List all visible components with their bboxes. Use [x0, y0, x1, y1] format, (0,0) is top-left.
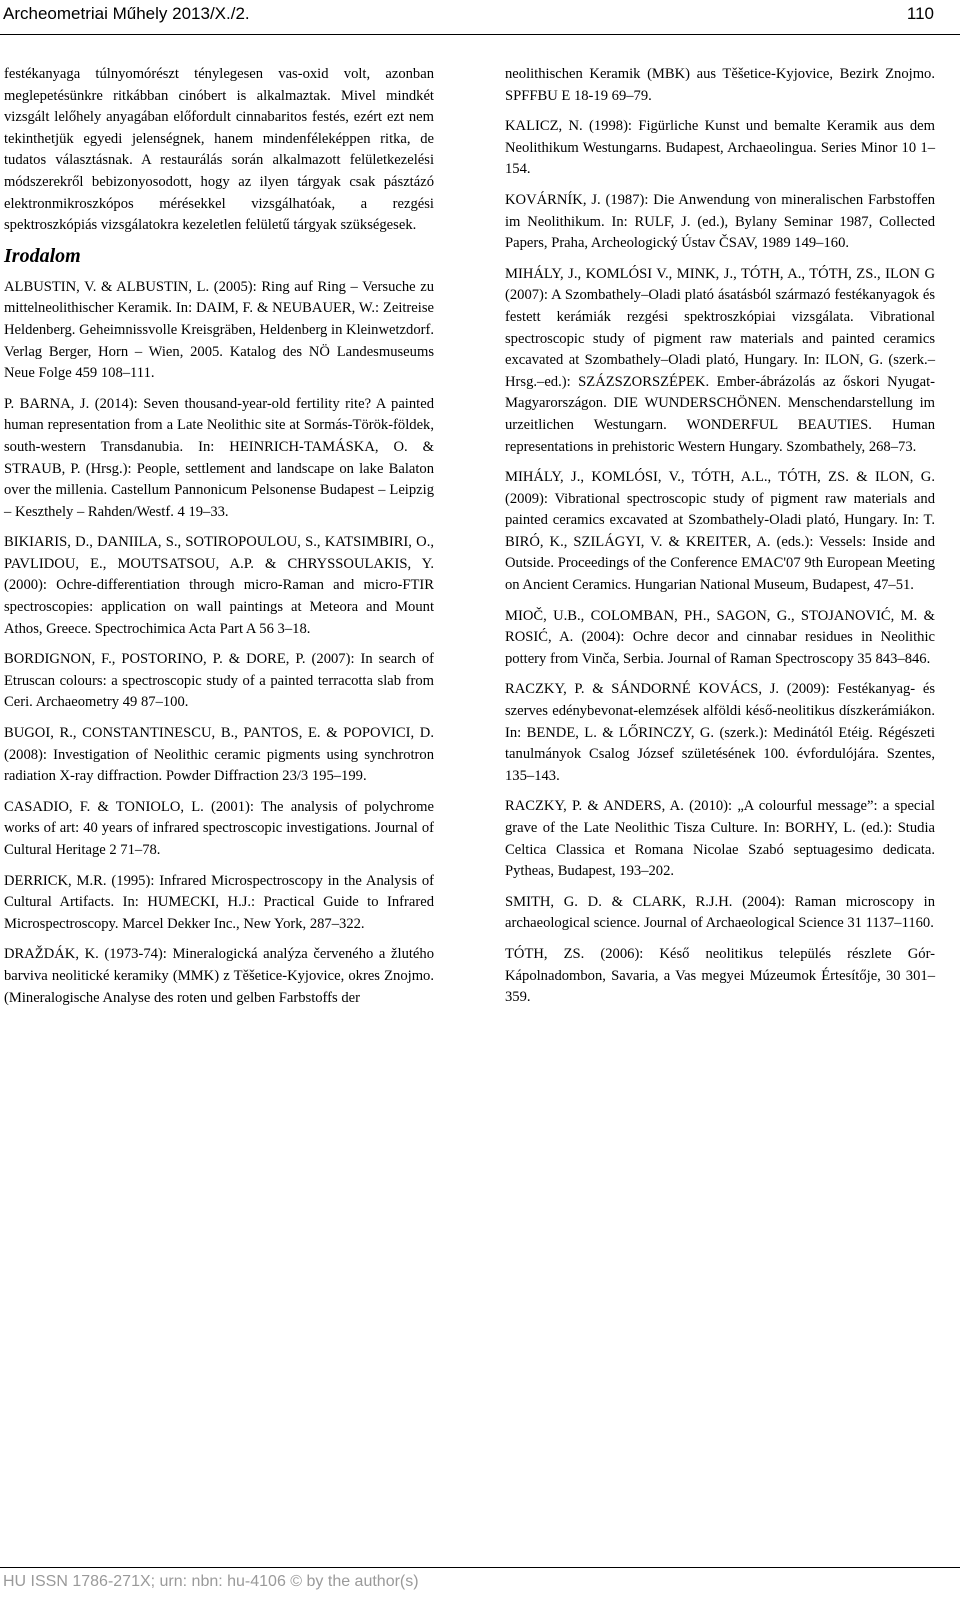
page-number: 110	[906, 4, 934, 23]
reference-entry: MIHÁLY, J., KOMLÓSI, V., TÓTH, A.L., TÓTH, ZS. & ILON, G. (2009): Vibrational spectroscopic study of pigment raw materials and painted ceramics excavated at Szombathely-Oladi plató, Hungary. In: T. BIRÓ, K., SZILÁGYI, V. & KREITER, A. (eds.): Vessels: Inside and Outside. Proceedings of the Conference EMAC'07 9th European Meeting on Ancient Ceramics. Hungarian National Museum, Budapest, 47–51.	[505, 469, 935, 594]
reference-entry: SMITH, G. D. & CLARK, R.J.H. (2004): Raman microscopy in archaeological science. Journal of Archaeological Science 31 1137–1160.	[505, 893, 935, 932]
reference-entry: DRAŽDÁK, K. (1973-74): Mineralogická analýza červeného a žlutého barviva neolitické keramiky (MMK) z Těšetice-Kyjovice, okres Znojmo. (Mineralogische Analyse des roten und gelben Farbstoffs der	[4, 946, 434, 1006]
reference-entry: RACZKY, P. & ANDERS, A. (2010): „A colourful message”: a special grave of the Late Neolithic Tisza Culture. In: BORHY, L. (ed.): Studia Celtica Classica et Romana Nicolae Szabó septuagesimo dedicata. Pytheas, Budapest, 193–202.	[505, 798, 935, 880]
reference-entry: TÓTH, ZS. (2006): Késő neolitikus település részlete Gór-Kápolnadombon, Savaria, a Vas megyei Múzeumok Értesítője, 30 301–359.	[505, 945, 935, 1006]
right-column	[505, 64, 935, 1018]
reference-entry: MIHÁLY, J., KOMLÓSI V., MINK, J., TÓTH, A., TÓTH, ZS., ILON G (2007): A Szombathely–Oladi plató ásatásból származó festékanyagok és festett kerámiák rezgési spektroszkópiai vizsgálata. Vibrational spectroscopic study of pigment raw materials and painted ceramics excavated at Szombathely–Oladi plató, Hungary. In: ILON, G. (szerk.–Hrsg.–ed.): SZÁZSZORSZÉPEK. Ember-ábrázolás az őskori Nyugat-Magyarországon. DIE WUNDERSCHÖNEN. Menschendarstellung im urzeitlichen Westungarn. WONDERFUL BEAUTIES. Human representations in prehistoric Western Hungary. Szombathely, 268–73.	[505, 265, 935, 455]
running-header	[0, 0, 960, 35]
section-heading: Irodalom	[4, 244, 81, 267]
reference-entry: KOVÁRNÍK, J. (1987): Die Anwendung von mineralischen Farbstoffen im Neolithikum. In: RULF, J. (ed.), Bylany Seminar 1987, Collected Papers, Praha, Archeologický Ústav ČSAV, 1989 149–160.	[505, 191, 935, 252]
left-column	[4, 64, 434, 1018]
intro-paragraph: festékanyaga túlnyomórészt ténylegesen vas-oxid volt, azonban meglepetésünkre ritkábban cinóbert is alkalmaztak. Mivel mindkét vizsgált lelőhely anyagában előfordult cinnabaritos festés, ezért ezt nem tekinthetjük egyedi jelenségnek, hanem mindenféleképpen ritka, de tudatos választásnak. A restaurálás során alkalmazott felületkezelési módszerekről bebizonyosodott, hogy az ilyen tárgyak csak pásztázó elektronmikroszkópos mérésekkel vizsgálhatóak, a rezgési spektroszkópiás vizsgálatokra kezeletlen felületű tárgyak szükségesek.	[4, 66, 434, 234]
reference-entry: ALBUSTIN, V. & ALBUSTIN, L. (2005): Ring auf Ring – Versuche zu mittelneolithischer Keramik. In: DAIM, F. & NEUBAUER, W.: Zeitreise Heldenberg. Geheimnissvolle Kreisgräben, Heldenberg in Kleinwetzdorf. Verlag Berger, Horn – Wien, 2005. Katalog des NÖ Landesmuseums Neue Folge 459 108–111.	[4, 278, 434, 382]
reference-entry: RACZKY, P. & SÁNDORNÉ KOVÁCS, J. (2009): Festékanyag- és szerves edénybevonat-elemzések alföldi késő-neolitikus díszkerámiákon. In: BENDE, L. & LŐRINCZY, G. (szerk.): Medinától Etéig. Régészeti tanulmányok Csalog József születésének 100. évfordulójára. Szentes, 135–143.	[505, 681, 935, 784]
page-footer	[0, 1567, 960, 1600]
reference-entry: BIKIARIS, D., DANIILA, S., SOTIROPOULOU, S., KATSIMBIRI, O., PAVLIDOU, E., MOUTSATSOU, A.P. & CHRYSSOULAKIS, Y. (2000): Ochre-differentiation through micro-Raman and micro-FTIR spectroscopies: application on wall paintings at Meteora and Mount Athos, Greece. Spectrochimica Acta Part A 56 3–18.	[4, 534, 434, 637]
reference-entry: neolithischen Keramik (MBK) aus Těšetice-Kyjovice, Bezirk Znojmo. SPFFBU E 18-19 69–79.	[505, 66, 935, 104]
issn-footer-text: HU ISSN 1786-271X; urn: nbn: hu-4106 © by the author(s)	[3, 1573, 419, 1590]
reference-entry: KALICZ, N. (1998): Figürliche Kunst und bemalte Keramik aus dem Neolithikum Westungarns. Budapest, Archaeolingua. Series Minor 10 1–154.	[505, 118, 935, 178]
reference-entry: P. BARNA, J. (2014): Seven thousand-year-old fertility rite? A painted human representation from a Late Neolithic site at Sormás-Török-földek, south-western Transdanubia. In: HEINRICH-TAMÁSKA, O. & STRAUB, P. (Hrsg.): People, settlement and landscape on lake Balaton over the millenia. Castellum Pannonicum Pelsonense Budapest – Leipzig – Keszthely – Rahden/Westf. 4 19–33.	[4, 395, 434, 520]
reference-entry: CASADIO, F. & TONIOLO, L. (2001): The analysis of polychrome works of art: 40 years of infrared spectroscopic investigations. Journal of Cultural Heritage 2 71–78.	[4, 798, 434, 858]
reference-entry: BORDIGNON, F., POSTORINO, P. & DORE, P. (2007): In search of Etruscan colours: a spectroscopic study of a painted terracotta slab from Ceri. Archaeometry 49 87–100.	[4, 651, 434, 711]
reference-entry: BUGOI, R., CONSTANTINESCU, B., PANTOS, E. & POPOVICI, D. (2008): Investigation of Neolithic ceramic pigments using synchrotron radiation X-ray diffraction. Powder Diffraction 23/3 195–199.	[4, 725, 434, 785]
reference-entry: DERRICK, M.R. (1995): Infrared Microspectroscopy in the Analysis of Cultural Artifacts. In: HUMECKI, H.J.: Practical Guide to Infrared Microspectroscopy. Marcel Dekker Inc., New York, 287–322.	[4, 872, 434, 932]
reference-entry: MIOČ, U.B., COLOMBAN, PH., SAGON, G., STOJANOVIĆ, M. & ROSIĆ, A. (2004): Ochre decor and cinnabar residues in Neolithic pottery from Vinča, Serbia. Journal of Raman Spectroscopy 35 843–846.	[505, 607, 935, 667]
journal-title: Archeometriai Műhely 2013/X./2.	[3, 4, 250, 23]
